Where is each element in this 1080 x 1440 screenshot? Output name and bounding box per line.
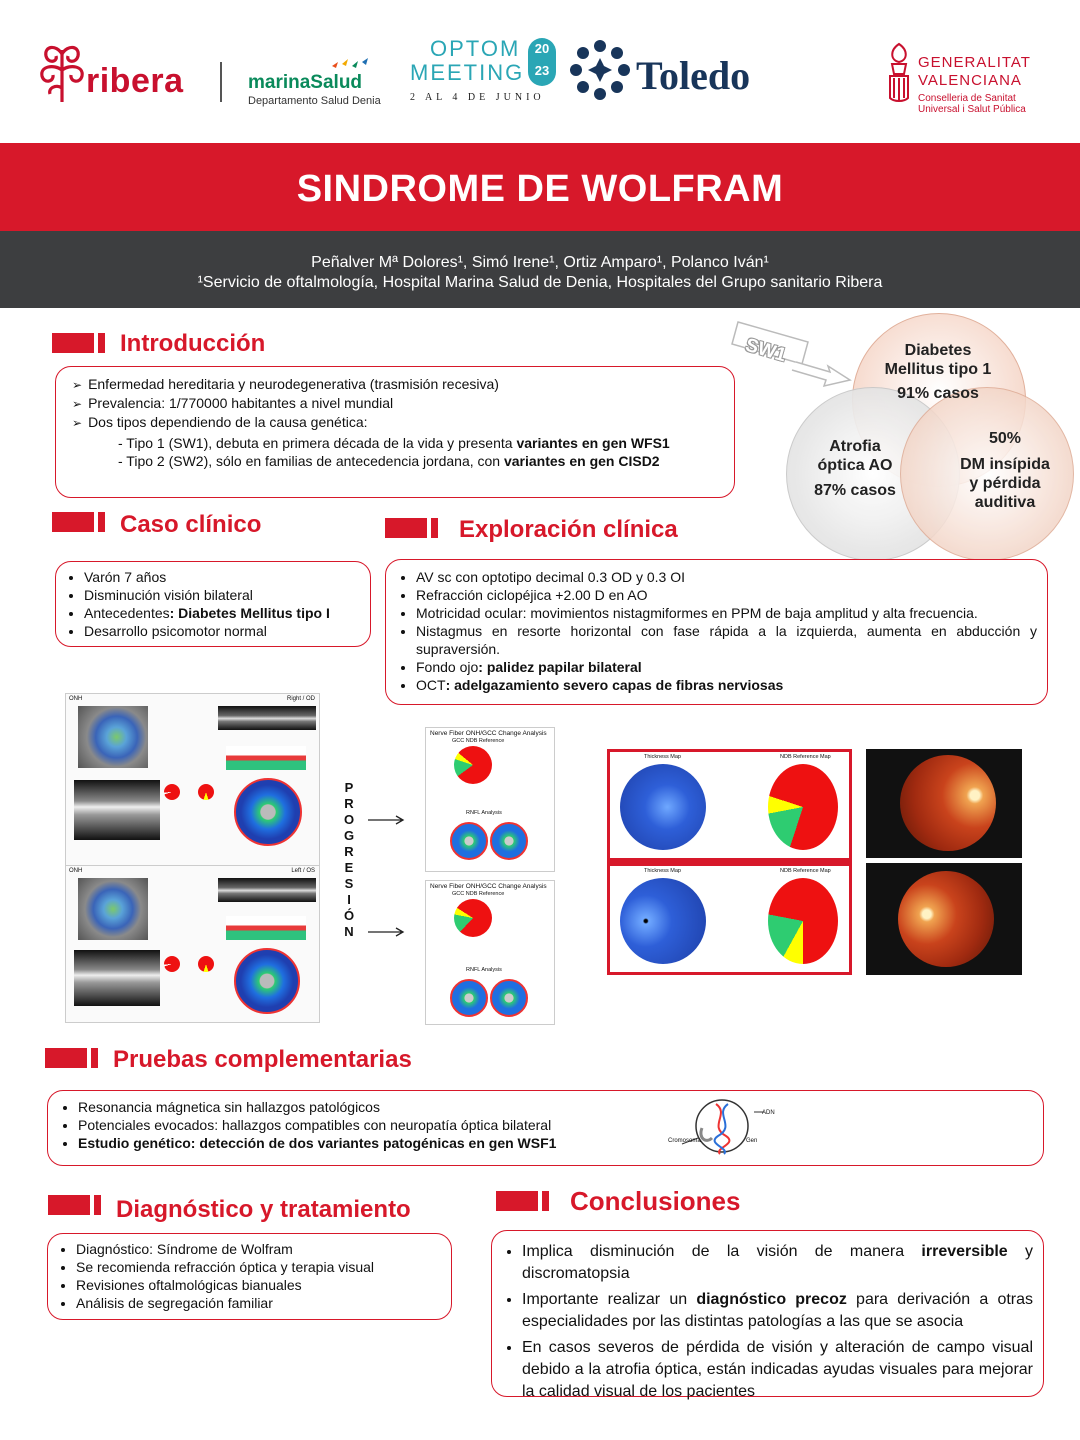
conclusion-item-3: • En casos severos de pérdida de visión y alteración de campo visual debido a la atrofia óptica, están indicadas ayudas visuales para mejorar la calidad visual de los pacientes — [522, 1337, 1033, 1403]
upper-thickness-label: Thickness Map — [644, 754, 681, 760]
diagnostico-heading: Diagnóstico y tratamiento — [116, 1196, 411, 1223]
upper-thickness-map — [620, 764, 706, 850]
change-lower-gcc-label: GCC NDB Reference — [452, 891, 505, 897]
pruebas-heading: Pruebas complementarias — [113, 1046, 412, 1073]
caso-heading: Caso clínico — [120, 511, 262, 538]
venn-diabetes-label: Diabetes Mellitus tipo 1 91% casos — [862, 341, 1014, 403]
logo-divider — [220, 62, 222, 102]
pruebas-item-2: • Potenciales evocados: hallazgos compatibles con neuropatía óptica bilateral — [78, 1116, 1035, 1134]
optom-logo-line2: MEETING — [410, 60, 525, 85]
generalitat-line4: Universal i Salut Pública — [918, 104, 1026, 115]
exploracion-item-3: • Motricidad ocular: movimientos nistagmiformes en PPM de baja amplitud y alta frecuencia. — [416, 604, 1037, 622]
change-upper-gcc-label: GCC NDB Reference — [452, 738, 505, 744]
intro-heading: Introducción — [120, 330, 266, 357]
exploracion-item-4: • Nistagmus en resorte horizontal con fase rápida a la izquierda, aumenta en abducción y supraversión. — [416, 622, 1037, 658]
toledo-logo-text: Toledo — [636, 53, 751, 98]
fundus-photo-od — [866, 749, 1022, 858]
optom-year-bottom: 23 — [534, 63, 550, 78]
ribera-emblem-icon — [34, 40, 90, 104]
marina-salud-logo-text: marinaSalud — [248, 72, 363, 93]
oct-od-sector-chart-2 — [198, 784, 214, 800]
intro-tipo1: - Tipo 1 (SW1), debuta en primera década de la vida y presenta variantes en gen WFS1 — [118, 435, 670, 451]
optom-year-badge — [528, 38, 556, 86]
caso-item-4: • Desarrollo psicomotor normal — [84, 622, 364, 640]
change-lower-gcc-map — [454, 899, 492, 937]
progresion-vertical-label: PROGRESIÓN — [343, 780, 355, 939]
change-upper-rnfl-map-1 — [450, 822, 488, 860]
dna-label: ADN — [762, 1110, 775, 1116]
toledo-star-icon — [568, 38, 632, 107]
diagnostico-box — [47, 1233, 452, 1320]
marina-salud-subtitle: Departamento Salud Denia — [248, 95, 381, 107]
pruebas-section-marker — [45, 1048, 99, 1068]
ribera-logo — [34, 40, 90, 104]
oct-os-fundus-scan — [78, 878, 148, 940]
generalitat-line1: GENERALITAT — [918, 54, 1031, 71]
oct-od-fundus-scan — [78, 706, 148, 768]
caso-item-3: • Antecedentes: Diabetes Mellitus tipo I — [84, 604, 364, 622]
optom-logo-line1: OPTOM — [430, 36, 521, 61]
change-lower-rnfl-map-1 — [450, 979, 488, 1017]
sw1-tag-text: SW1 — [743, 334, 789, 367]
diagnostico-item-4: • Análisis de segregación familiar — [76, 1294, 445, 1312]
venn-atrofia-label: Atrofia óptica AO 87% casos — [800, 437, 910, 500]
upper-ndb-label: NDB Reference Map — [780, 754, 831, 760]
oct-od-eye-label: Right / OD — [286, 696, 315, 702]
change-upper-gcc-map — [454, 746, 492, 784]
thickness-ndb-panel-lower — [610, 866, 849, 972]
intro-bullet-1: ➢ Enfermedad hereditaria y neurodegenerativa (trasmisión recesiva) — [72, 375, 724, 394]
change-lower-rnfl-label: RNFL Analysis — [466, 967, 502, 973]
oct-os-thickness-plot — [226, 916, 306, 940]
conclusiones-heading: Conclusiones — [570, 1186, 741, 1216]
intro-tipo2: - Tipo 2 (SW2), sólo en familias de antecedencia jordana, con variantes en gen CISD2 — [118, 453, 660, 469]
optom-year-top: 20 — [534, 41, 550, 56]
conclusiones-section-marker — [496, 1191, 550, 1211]
generalitat-line2: VALENCIANA — [918, 72, 1022, 89]
caso-item-2: • Disminución visión bilateral — [84, 586, 364, 604]
exploracion-section-marker — [385, 518, 439, 538]
oct-os-bscan — [218, 878, 316, 902]
exploracion-heading: Exploración clínica — [459, 516, 678, 543]
exploracion-item-2: • Refracción ciclopéjica +2.00 D en AO — [416, 586, 1037, 604]
oct-od-sector-chart-1 — [164, 784, 180, 800]
generalitat-line3: Conselleria de Sanitat — [918, 93, 1016, 104]
oct-os-rnfl-map — [234, 948, 300, 1014]
intro-bullet-2: ➢ Prevalencia: 1/770000 habitantes a nivel mundial — [72, 394, 724, 413]
exploracion-item-6: • OCT: adelgazamiento severo capas de fibras nerviosas — [416, 676, 1037, 694]
change-upper-rnfl-label: RNFL Analysis — [466, 810, 502, 816]
change-upper-rnfl-map-2 — [490, 822, 528, 860]
diagnostico-item-2: • Se recomienda refracción óptica y terapia visual — [76, 1258, 445, 1276]
venn-atrofia-pct: 87% casos — [814, 482, 896, 499]
oct-os-sector-chart-2 — [198, 956, 214, 972]
affiliation-line: ¹Servicio de oftalmología, Hospital Marina Salud de Denia, Hospitales del Grupo sanitario Ribera — [197, 274, 883, 291]
thickness-ndb-figure — [607, 749, 852, 975]
change-analysis-upper — [425, 727, 555, 872]
oct-od-bscan — [218, 706, 316, 730]
lower-thickness-label: Thickness Map — [644, 868, 681, 874]
generalitat-emblem-icon — [884, 40, 914, 111]
conclusion-item-1: • Implica disminución de la visión de manera irreversible y discromatopsia — [522, 1241, 1033, 1285]
change-lower-title: Nerve Fiber ONH/GCC Change Analysis — [430, 883, 547, 890]
oct-od-rnfl-map — [234, 778, 302, 846]
diagnostico-item-3: • Revisiones oftalmológicas bianuales — [76, 1276, 445, 1294]
oct-od-lower-scan — [74, 780, 160, 840]
intro-box — [55, 366, 735, 498]
chromosome-label: Cromosoma — [668, 1138, 701, 1144]
change-upper-title: Nerve Fiber ONH/GCC Change Analysis — [430, 730, 547, 737]
exploracion-item-5: • Fondo ojo: palidez papilar bilateral — [416, 658, 1037, 676]
diagnostico-section-marker — [48, 1195, 102, 1215]
optom-dates: 2 AL 4 DE JUNIO — [410, 92, 545, 103]
oct-os-eye-label: Left / OS — [291, 868, 315, 874]
intro-bullet-3: ➢ Dos tipos dependiendo de la causa genética: — [72, 413, 724, 432]
oct-os-sector-chart-1 — [164, 956, 180, 972]
progresion-arrow-upper-icon — [368, 812, 408, 830]
upper-ndb-map — [768, 764, 838, 850]
conclusiones-box — [491, 1230, 1044, 1400]
exploracion-item-1: • AV sc con optotipo decimal 0.3 OD y 0.3 OI — [416, 568, 1037, 586]
venn-diabetes-pct: 91% casos — [897, 385, 979, 402]
authors-line: Peñalver Mª Dolores¹, Simó Irene¹, Ortiz Amparo¹, Polanco Iván¹ — [311, 254, 769, 271]
venn-dm-label: 50% DM insípida y pérdida auditiva — [946, 429, 1064, 512]
dna-chromosome-diagram — [668, 1098, 780, 1156]
fundus-photo-os — [866, 863, 1022, 975]
lower-ndb-map — [768, 878, 838, 964]
exploracion-box — [385, 559, 1048, 705]
change-analysis-lower — [425, 880, 555, 1025]
pruebas-box — [47, 1090, 1044, 1166]
diagnostico-item-1: • Diagnóstico: Síndrome de Wolfram — [76, 1240, 445, 1258]
venn-dm-pct: 50% — [988, 430, 1022, 447]
pruebas-item-1: • Resonancia mágnetica sin hallazgos patológicos — [78, 1098, 1035, 1116]
caso-section-marker — [52, 512, 106, 532]
conclusion-item-2: • Importante realizar un diagnóstico precoz para derivación a otras especialidades por las distintas patologías a las que se asocia — [522, 1289, 1033, 1333]
progresion-arrow-lower-icon — [368, 924, 408, 942]
poster-title: SINDROME DE WOLFRAM — [296, 168, 784, 210]
thickness-ndb-panel-upper — [610, 752, 849, 858]
intro-section-marker — [52, 333, 106, 353]
oct-report-os — [65, 865, 320, 1023]
oct-od-thickness-plot — [226, 746, 306, 770]
fundus-od-retina — [900, 755, 996, 851]
change-lower-rnfl-map-2 — [490, 979, 528, 1017]
oct-os-onh-label: ONH — [69, 868, 83, 874]
lower-ndb-label: NDB Reference Map — [780, 868, 831, 874]
ribera-logo-text: ribera — [86, 62, 184, 100]
fundus-os-retina — [898, 871, 994, 967]
dna-icon — [668, 1098, 780, 1156]
oct-od-onh-label: ONH — [69, 696, 83, 702]
gen-label: Gen — [746, 1138, 758, 1144]
pruebas-item-3: • Estudio genético: detección de dos variantes patogénicas en gen WSF1 — [78, 1134, 1035, 1152]
caso-item-1: • Varón 7 años — [84, 568, 364, 586]
lower-thickness-map — [620, 878, 706, 964]
caso-box — [55, 561, 371, 647]
oct-os-lower-scan — [74, 950, 160, 1006]
oct-report-od — [65, 693, 320, 870]
